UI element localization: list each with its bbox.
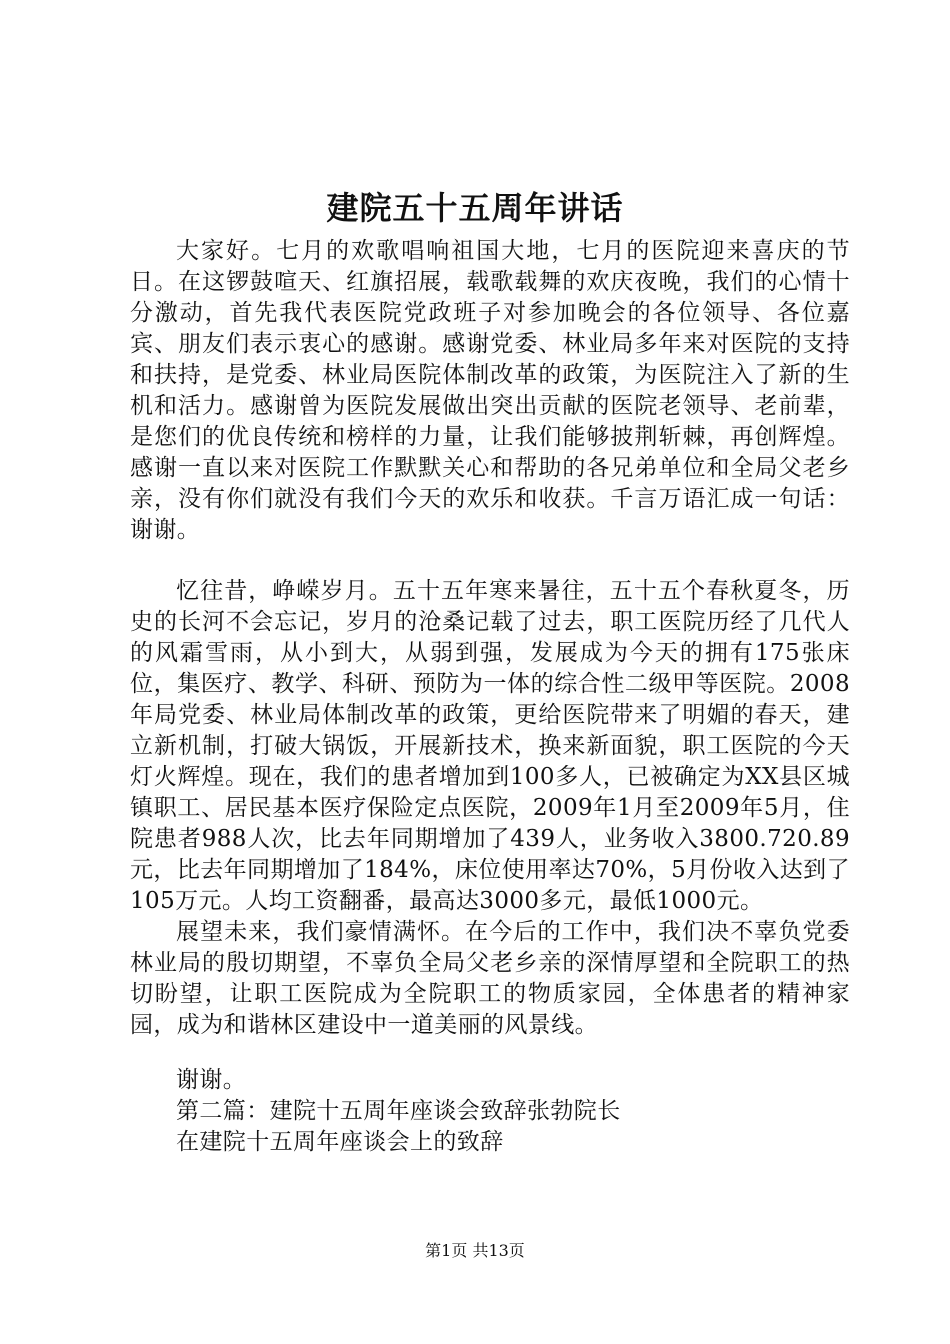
paragraph-chapter-heading: 第二篇：建院十五周年座谈会致辞张勃院长 [176, 1098, 621, 1124]
document-body [130, 236, 850, 1158]
paragraph-chapter-subtitle: 在建院十五周年座谈会上的致辞 [176, 1129, 504, 1155]
paragraph-greeting: 大家好。七月的欢歌唱响祖国大地，七月的医院迎来喜庆的节日。在这锣鼓喧天、红旗招展，载歌载舞的欢庆夜晚，我们的心情十分激动，首先我代表医院党政班子对参加晚会的各位领导、各位嘉宾、朋友们表示衷心的感谢。感谢党委、林业局多年来对医院的支持和扶持，是党委、林业局医院体制改革的政策，为医院注入了新的生机和活力。感谢曾为医院发展做出突出贡献的医院老领导、老前辈，是您们的优良传统和榜样的力量，让我们能够披荆斩棘，再创辉煌。感谢一直以来对医院工作默默关心和帮助的各兄弟单位和全局父老乡亲，没有你们就没有我们今天的欢乐和收获。千言万语汇成一句话：谢谢。 [130, 238, 850, 543]
paragraph-history: 忆往昔，峥嵘岁月。五十五年寒来暑往，五十五个春秋夏冬，历史的长河不会忘记，岁月的沧桑记载了过去，职工医院历经了几代人的风霜雪雨，从小到大，从弱到强，发展成为今天的拥有175张床位，集医疗、教学、科研、预防为一体的综合性二级甲等医院。2008年局党委、林业局体制改革的政策，更给医院带来了明媚的春天，建立新机制，打破大锅饭，开展新技术，换来新面貌，职工医院的今天灯火辉煌。现在，我们的患者增加到100多人，已被确定为XX县区城镇职工、居民基本医疗保险定点医院，2009年1月至2009年5月，住院患者988人次，比去年同期增加了439人，业务收入3800.720.89元，比去年同期增加了184%，床位使用率达70%，5月份收入达到了105万元。人均工资翻番，最高达3000多元，最低1000元。 [130, 578, 850, 914]
paragraph-spacer [130, 1041, 850, 1065]
paragraph-future: 展望未来，我们豪情满怀。在今后的工作中，我们决不辜负党委林业局的殷切期望，不辜负全局父老乡亲的深情厚望和全院职工的热切盼望，让职工医院成为全院职工的物质家园，全体患者的精神家园，成为和谐林区建设中一道美丽的风景线。 [130, 919, 850, 1038]
paragraph-spacer [130, 546, 850, 576]
page-number-footer: 第1页 共13页 [425, 1241, 525, 1260]
document-title: 建院五十五周年讲话 [326, 189, 624, 227]
paragraph-thanks: 谢谢。 [176, 1067, 247, 1093]
